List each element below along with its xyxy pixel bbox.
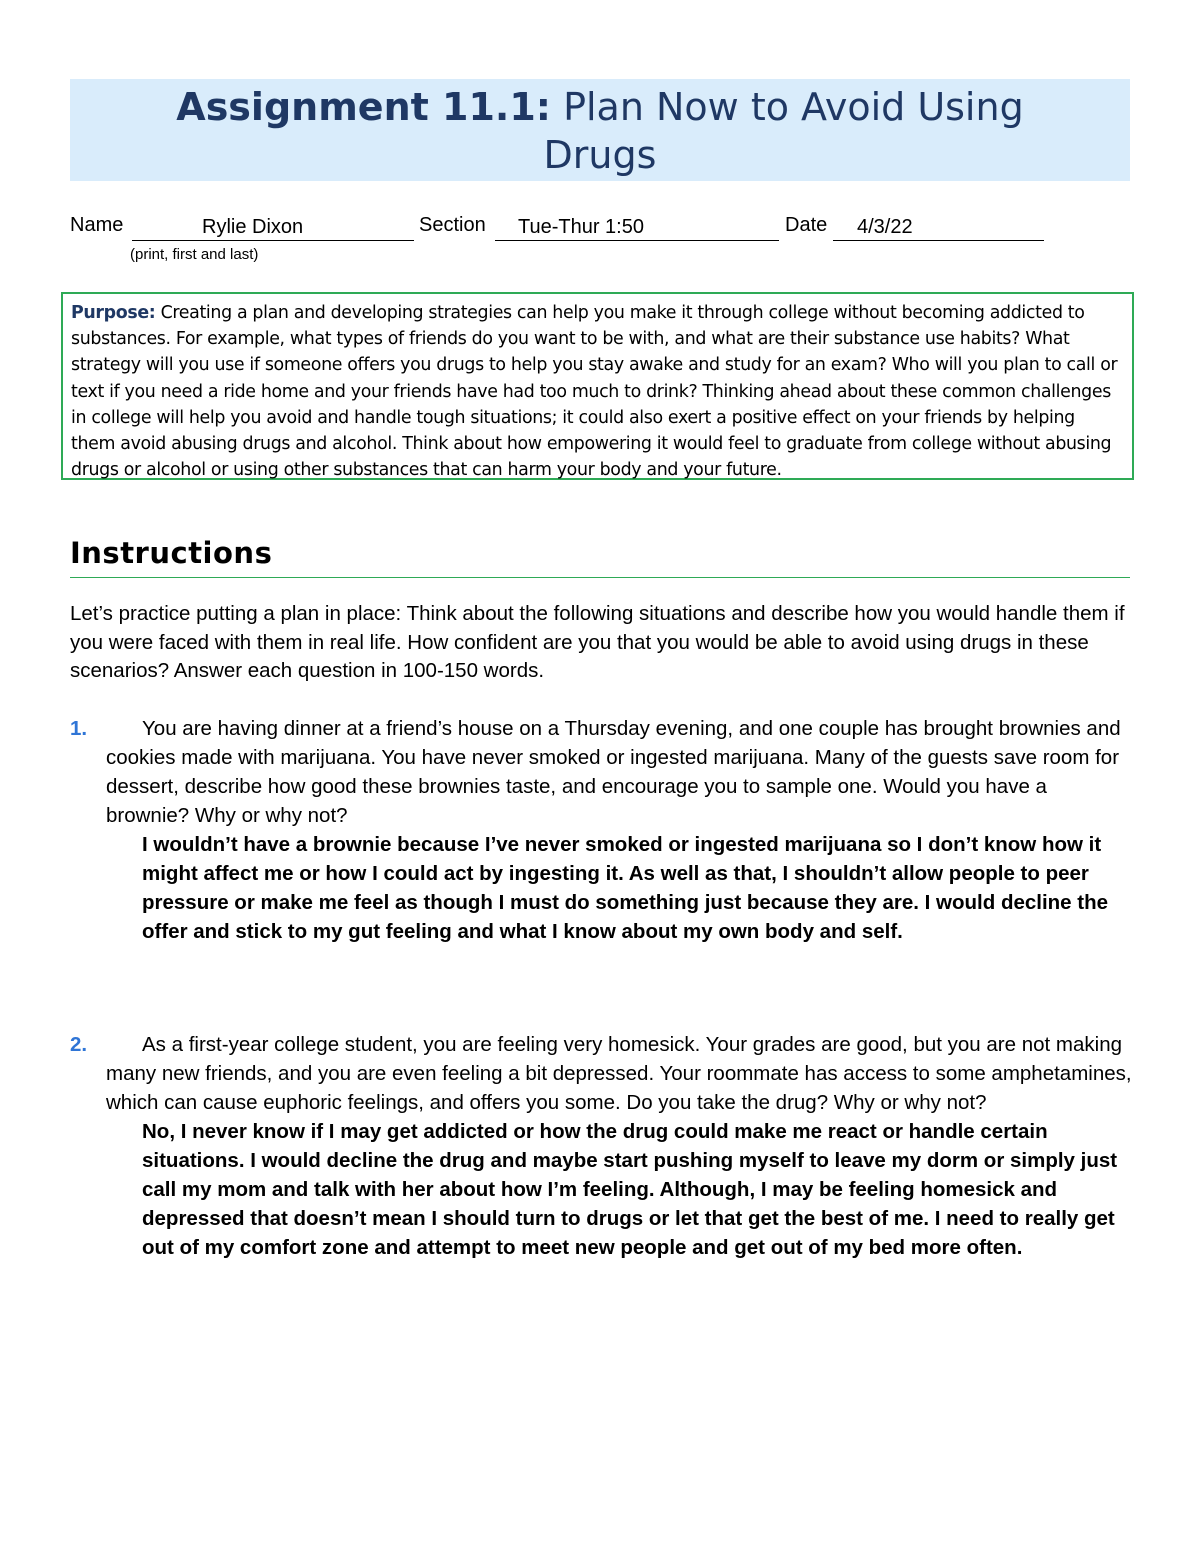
question-2 [70, 1030, 1132, 1262]
question-1 [70, 714, 1132, 946]
answer-text: I wouldn’t have a brownie because I’ve never smoked or ingested marijuana so I don’t know how it might affect me or how I could act by ingesting it. As well as that, I shouldn’t allow people to peer pressure or make me feel as though I must do something just because they are. I would decline the offer and stick to my gut feeling and what I know about my own body and self. [142, 833, 1109, 943]
title-banner [70, 79, 1130, 181]
student-info-row [70, 214, 1130, 244]
answer-text: No, I never know if I may get addicted or how the drug could make me react or handle certain situations. I would decline the drug and maybe start pushing myself to leave my dorm or simply just call my mom and talk with her about how I’m feeling. Although, I may be feeling homesick and depressed that doesn’t mean I should turn to drugs or let that get the best of me. I need to really get out of my comfort zone and attempt to meet new people and get out of my bed more often. [142, 1120, 1118, 1259]
question-text: As a first-year college student, you are feeling very homesick. Your grades are good, but you are not making many new friends, and you are even feeling a bit depressed. Your roommate has access to some amphetamines, which can cause euphoric feelings, and offers you some. Do you take the drug? Why or why not? [106, 1033, 1132, 1114]
name-field [132, 214, 414, 241]
page-title-line2: Drugs [543, 133, 657, 177]
title-text: Plan Now to Avoid Using [563, 85, 1024, 129]
purpose-text: Creating a plan and developing strategies can help you make it through college without becoming addicted to substances. For example, what types of friends do you want to be with, and what are their substance use habits? What strategy will you use if someone offers you drugs to help you stay awake and study for an exam? Who will you plan to call or text if you need a ride home and your friends have had too much to drink? Thinking ahead about these common challenges in college will help you avoid and handle tough situations; it could also exert a positive effect on your friends by helping them avoid abusing drugs and alcohol. Think about how empowering it would feel to graduate from college without abusing drugs or alcohol or using other substances that can harm your body and your future. [71, 303, 1118, 481]
instructions-heading: Instructions [70, 536, 273, 570]
date-field [833, 214, 1044, 241]
instructions-intro: Let’s practice putting a plan in place: Think about the following situations and describe how you would handle them if you were faced with them in real life. How confident are you that you would be able to avoid using drugs in these scenarios? Answer each question in 100-150 words. [70, 602, 1125, 682]
purpose-box [61, 292, 1134, 480]
name-note: (print, first and last) [130, 246, 259, 263]
section-label: Section [419, 214, 486, 236]
question-number: 1. [70, 717, 88, 740]
section-field [495, 214, 779, 241]
question-text: You are having dinner at a friend’s house on a Thursday evening, and one couple has brought brownies and cookies made with marijuana. You have never smoked or ingested marijuana. Many of the guests save room for dessert, describe how good these brownies taste, and encourage you to sample one. Would you have a brownie? Why or why not? [106, 717, 1121, 827]
date-value: 4/3/22 [857, 216, 913, 238]
question-number: 2. [70, 1033, 88, 1056]
title-assignment-number: Assignment 11.1: [176, 85, 551, 129]
name-value: Rylie Dixon [202, 216, 304, 238]
date-label: Date [785, 214, 828, 236]
heading-divider [70, 577, 1130, 578]
purpose-label: Purpose: [71, 303, 156, 323]
page-title [70, 83, 1130, 131]
name-label: Name [70, 214, 124, 236]
section-value: Tue-Thur 1:50 [518, 216, 644, 238]
